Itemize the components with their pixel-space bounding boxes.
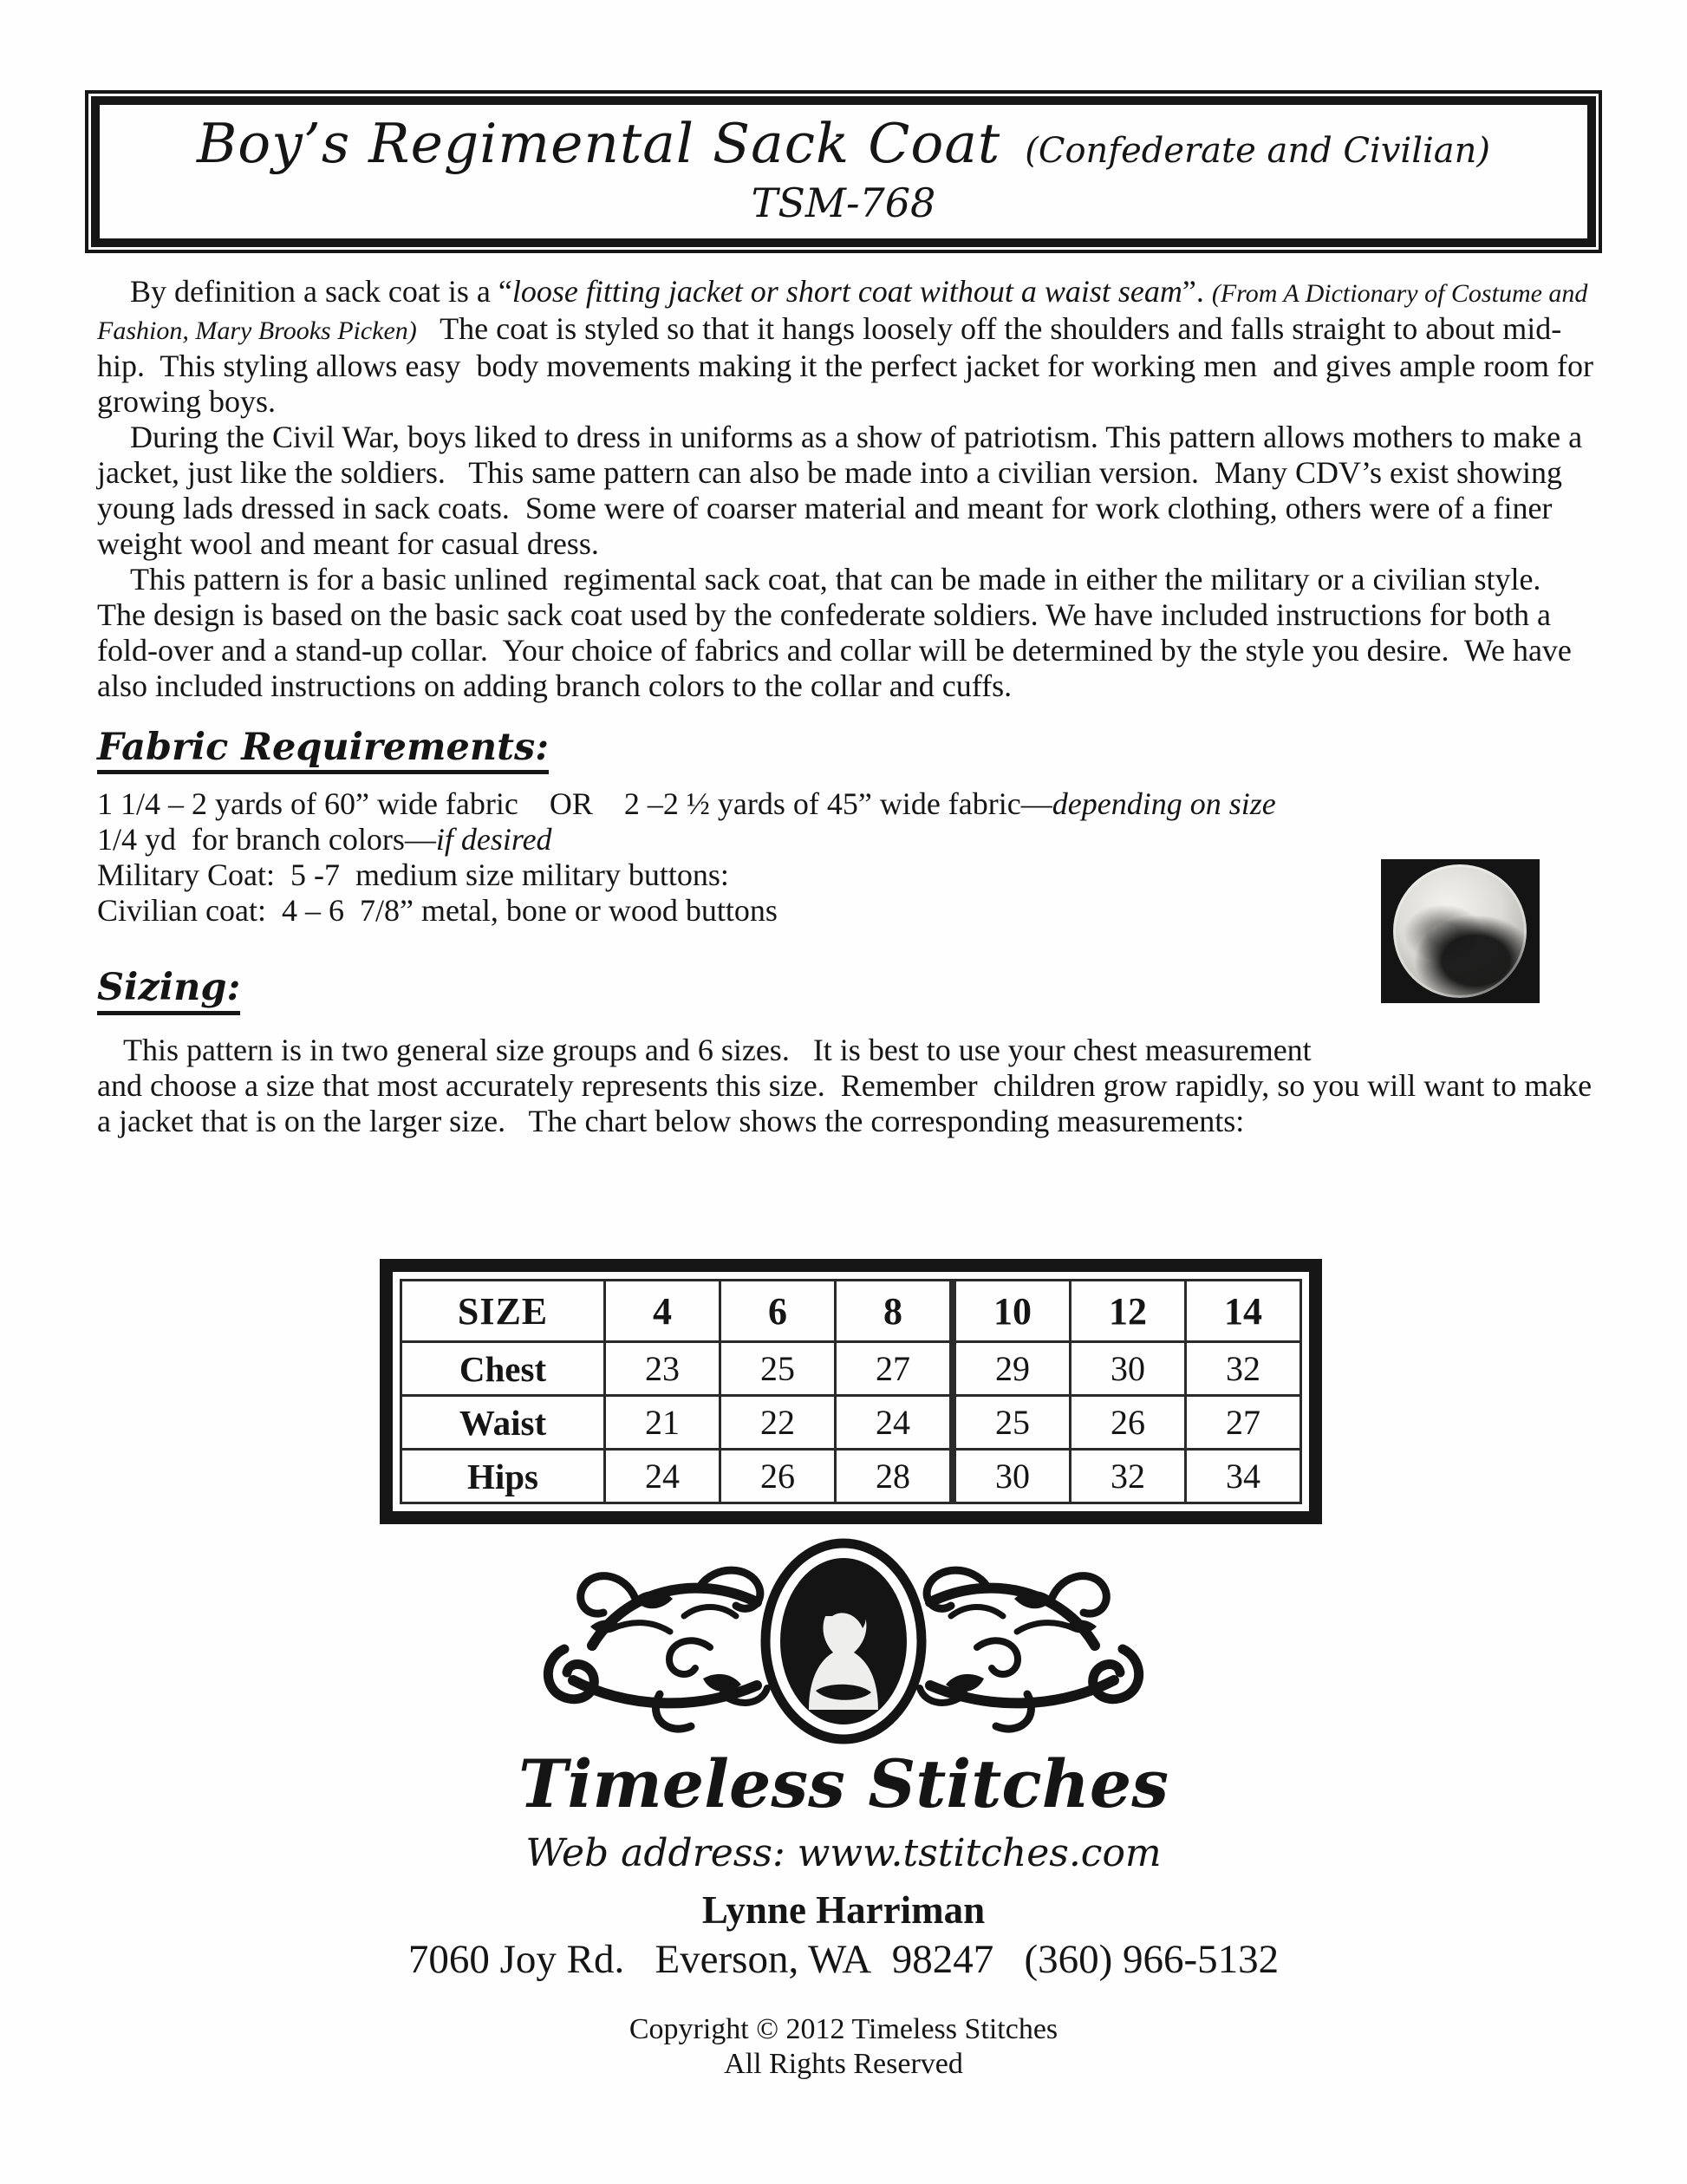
p1-lead: By definition a sack coat is a “ bbox=[130, 274, 512, 309]
size-col-6: 6 bbox=[720, 1281, 836, 1342]
size-chart bbox=[400, 1279, 1302, 1504]
size-col-12: 12 bbox=[1071, 1281, 1186, 1342]
waist-size-14: 27 bbox=[1186, 1396, 1301, 1450]
flourish-svg bbox=[530, 1536, 1157, 1748]
military-button-icon bbox=[1393, 864, 1527, 998]
size-col-8: 8 bbox=[836, 1281, 954, 1342]
intro-paragraph-3: This pattern is for a basic unlined regimental sack coat, that can be made in either the military or a civilian style. The design is based on the basic sack coat used by the confederate soldiers. We have included instructions for both a fold-over and a stand-up collar. Your choice of fabrics and collar will be determined by the style you desire. We have also included instructions on adding branch colors to the collar and cuffs. bbox=[97, 562, 1572, 703]
p1-mid: ”. bbox=[1182, 274, 1212, 309]
title-box bbox=[85, 90, 1602, 253]
waist-size-4: 21 bbox=[605, 1396, 720, 1450]
intro-paragraph-2: During the Civil War, boys liked to dress in uniforms as a show of patriotism. This pattern allows mothers to make a jacket, just like the soldiers. This same pattern can also be made into a civilian version. Many CDV’s exist showing young lads dressed in sack coats. Some were of coarser material and meant for work clothing, others were of a finer weight wool and meant for casual dress. bbox=[97, 420, 1583, 561]
rights-line: All Rights Reserved bbox=[724, 2048, 963, 2081]
fabric-line-yardage bbox=[97, 786, 1593, 822]
copyright-line: Copyright © 2012 Timeless Stitches bbox=[629, 2012, 1058, 2045]
csa-button-photo bbox=[1381, 859, 1540, 1003]
pattern-number: TSM-768 bbox=[751, 179, 936, 227]
size-col-4: 4 bbox=[605, 1281, 720, 1342]
chest-size-6: 25 bbox=[720, 1342, 836, 1396]
brand-name: Timeless Stitches bbox=[518, 1745, 1169, 1822]
hips-size-14: 34 bbox=[1186, 1450, 1301, 1503]
size-col-10: 10 bbox=[953, 1281, 1071, 1342]
middle-section bbox=[97, 727, 1593, 1139]
web-address: Web address: www.tstitches.com bbox=[525, 1830, 1162, 1875]
footer bbox=[0, 1745, 1687, 2083]
fabric-line-branch-colors bbox=[97, 822, 1593, 857]
address-line: 7060 Joy Rd. Everson, WA 98247 (360) 966-5132 bbox=[407, 1936, 1280, 1982]
ornament-cameo-icon bbox=[530, 1536, 1157, 1752]
branch-colors-text: 1/4 yd for branch colors— bbox=[97, 822, 436, 857]
page-title-text: Boy’s Regimental Sack Coat bbox=[196, 112, 1001, 175]
p1-rest: The coat is styled so that it hangs loosely off the shoulders and falls straight to about mid-hip. This styling allows easy body movements making it the perfect jacket for working men and gives ample room for growing boys. bbox=[97, 311, 1593, 419]
fabric-requirements-heading: Fabric Requirements: bbox=[97, 727, 549, 774]
hips-size-4: 24 bbox=[605, 1450, 720, 1503]
title-suffix: (Confederate and Civilian) bbox=[1025, 131, 1491, 171]
waist-size-12: 26 bbox=[1071, 1396, 1186, 1450]
page-title bbox=[100, 112, 1587, 175]
size-col-14: 14 bbox=[1186, 1281, 1301, 1342]
intro-section bbox=[97, 274, 1593, 704]
title-box-inner bbox=[91, 96, 1596, 247]
intro-paragraph-1 bbox=[97, 274, 1593, 420]
waist-size-6: 22 bbox=[720, 1396, 836, 1450]
size-header-cell: SIZE bbox=[401, 1281, 605, 1342]
chest-label: Chest bbox=[401, 1342, 605, 1396]
hips-size-10: 30 bbox=[953, 1450, 1071, 1503]
hips-label: Hips bbox=[401, 1450, 605, 1503]
p1-quotation: loose fitting jacket or short coat without a waist seam bbox=[511, 274, 1182, 309]
fabric-line-civilian-buttons: Civilian coat: 4 – 6 7/8” metal, bone or wood buttons bbox=[97, 893, 778, 929]
owner-name: Lynne Harriman bbox=[701, 1887, 986, 1932]
waist-row bbox=[401, 1396, 1301, 1450]
yardage-note: depending on size bbox=[1052, 786, 1276, 822]
hips-size-8: 28 bbox=[836, 1450, 954, 1503]
chest-size-12: 30 bbox=[1071, 1342, 1186, 1396]
yardage-text: 1 1/4 – 2 yards of 60” wide fabric OR 2 –2 ½ yards of 45” wide fabric— bbox=[97, 786, 1052, 822]
waist-size-8: 24 bbox=[836, 1396, 954, 1450]
hips-size-12: 32 bbox=[1071, 1450, 1186, 1503]
waist-label: Waist bbox=[401, 1396, 605, 1450]
waist-size-10: 25 bbox=[953, 1396, 1071, 1450]
chest-row bbox=[401, 1342, 1301, 1396]
fabric-line-military-buttons: Military Coat: 5 -7 medium size military buttons: bbox=[97, 857, 729, 893]
branch-colors-note: if desired bbox=[435, 822, 552, 857]
chest-size-14: 32 bbox=[1186, 1342, 1301, 1396]
sizing-paragraph: This pattern is in two general size groups and 6 sizes. It is best to use your chest measurement and choose a size that most accurately represents this size. Remember children grow rapidly, so you will want to make a jacket that is on the larger size. The chart below shows the corresponding measurements: bbox=[97, 1032, 1593, 1138]
chest-size-10: 29 bbox=[953, 1342, 1071, 1396]
hips-size-6: 26 bbox=[720, 1450, 836, 1503]
size-chart-header-row bbox=[401, 1281, 1301, 1342]
sizing-heading-wrap bbox=[97, 967, 1593, 1027]
size-chart-frame bbox=[380, 1259, 1322, 1524]
sizing-heading: Sizing: bbox=[97, 967, 240, 1014]
chest-size-4: 23 bbox=[605, 1342, 720, 1396]
chest-size-8: 27 bbox=[836, 1342, 954, 1396]
fabric-heading-wrap bbox=[97, 727, 1593, 786]
p1-citation: (From A Dictionary of Costume and Fashion, Mary Brooks Picken) bbox=[97, 279, 1588, 345]
hips-row bbox=[401, 1450, 1301, 1503]
